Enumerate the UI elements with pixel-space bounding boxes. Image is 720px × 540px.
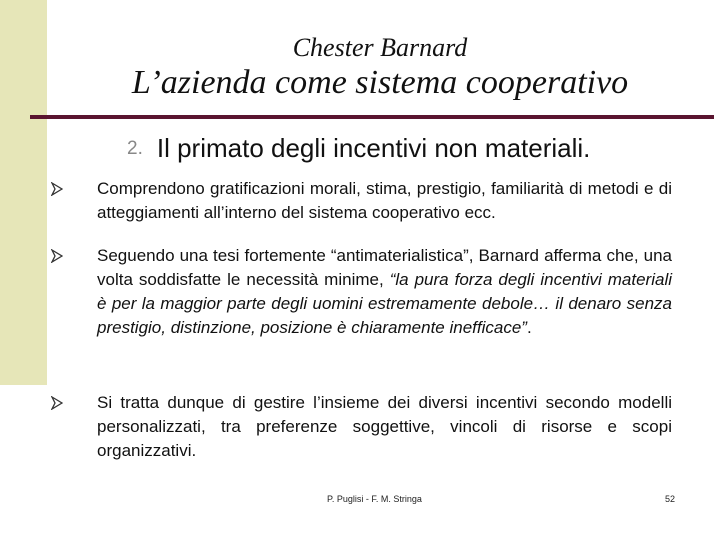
bullet-paragraph-1: Comprendono gratificazioni morali, stima, prestigio, familiarità di metodi e di atteggiamenti all’interno del sistema cooperativo ecc. (97, 179, 672, 222)
bullet-2-text: Seguendo una tesi fortemente “antimaterialistica”, Barnard afferma che, una volta soddisfatte le necessità minime, (97, 246, 672, 289)
footer-author: P. Puglisi - F. M. Stringa (327, 494, 422, 504)
bullet-paragraph-2 (97, 244, 672, 340)
subheading-number: 2. (127, 138, 143, 159)
arrowhead-bullet-icon (51, 248, 63, 268)
bullet-2-end: . (526, 318, 532, 337)
arrowhead-bullet-icon (51, 181, 63, 201)
subheading-text: Il primato degli incentivi non materiali. (156, 133, 591, 163)
slide-title: L’azienda come sistema cooperativo (131, 64, 629, 101)
arrowhead-bullet-icon (51, 395, 63, 415)
slide-title-author: Chester Barnard (292, 33, 468, 62)
subheading (127, 133, 590, 164)
bullet-paragraph-3: Si tratta dunque di gestire l’insieme dei diversi incentivi secondo modelli personalizzati, tra preferenze soggettive, vincoli di risorse e scopi organizzativi. (97, 393, 672, 460)
page-number: 52 (665, 494, 676, 504)
title-divider (30, 115, 714, 119)
bullet-2-quote: “la pura forza degli incentivi materiali è per la maggior parte degli uomini estremamente debole… il denaro senza prestigio, distinzione, posizione è chiaramente inefficace” (97, 270, 672, 337)
